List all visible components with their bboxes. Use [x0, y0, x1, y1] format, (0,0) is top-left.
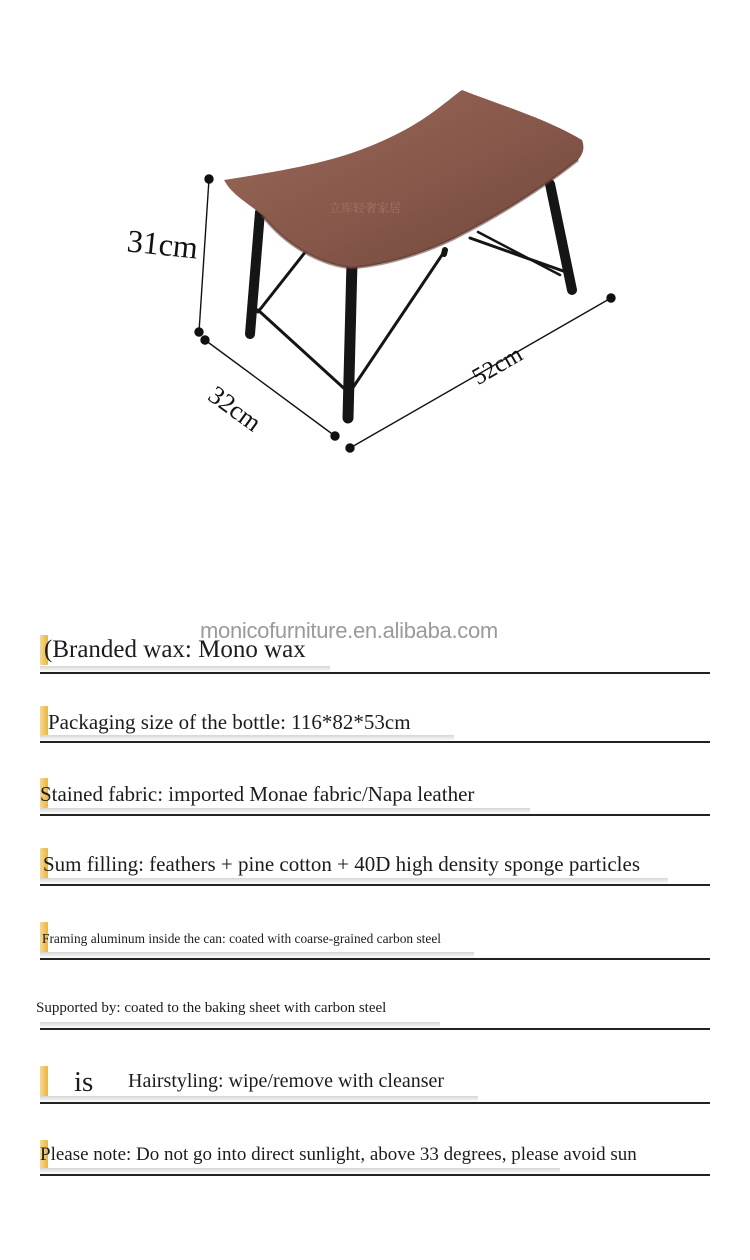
spec-row-support — [38, 990, 710, 1030]
highlight-marker — [40, 1066, 48, 1100]
spec-row-note — [38, 1136, 710, 1176]
depth-dimension-label: 32cm — [202, 380, 267, 438]
spec-fabric: Stained fabric: imported Monae fabric/Napa leather — [40, 782, 475, 806]
height-dim-line — [199, 179, 209, 332]
brace-5 — [478, 232, 560, 275]
spec-row-packaging — [38, 702, 710, 743]
height-dim-end-top — [205, 175, 213, 183]
spec-filling: Sum filling: feathers + pine cotton + 40D high density sponge particles — [43, 852, 641, 876]
highlight-marker — [40, 706, 48, 736]
divider — [40, 1102, 710, 1104]
spec-row-brand — [38, 632, 710, 674]
spec-row-filling — [38, 846, 710, 886]
spec-row-frame — [38, 920, 710, 960]
brace-1 — [258, 310, 348, 392]
spec-row-care — [38, 1062, 710, 1104]
seat-watermark: 立库轻奢家居 — [328, 201, 402, 215]
brace-3 — [350, 252, 444, 392]
height-dim-end-bottom — [195, 328, 203, 336]
leg-back-right — [550, 184, 572, 290]
divider — [40, 1174, 710, 1176]
stool-seat — [224, 90, 583, 268]
leg-front — [348, 262, 352, 418]
stool-illustration — [0, 0, 750, 470]
site-watermark: monicofurniture.en.alibaba.com — [200, 618, 498, 643]
spec-packaging-size: Packaging size of the bottle: 116*82*53cm — [48, 710, 411, 734]
spec-frame: Framing aluminum inside the can: coated with coarse-grained carbon steel — [42, 931, 441, 946]
spec-note: Please note: Do not go into direct sunlight, above 33 degrees, please avoid sun — [40, 1144, 637, 1165]
divider — [40, 884, 710, 886]
leg-back-left — [250, 212, 260, 334]
spec-support: Supported by: coated to the baking sheet with carbon steel — [36, 1000, 387, 1016]
divider — [40, 1028, 710, 1030]
depth-dim-end-left — [201, 336, 209, 344]
spec-care: Hairstyling: wipe/remove with cleanser — [128, 1070, 445, 1092]
brace-4 — [470, 238, 566, 272]
divider — [40, 814, 710, 816]
spec-brand: (Branded wax: Mono wax — [44, 636, 306, 663]
depth-dim-end-right — [331, 432, 339, 440]
divider — [40, 741, 710, 743]
spec-care-prefix: is — [74, 1066, 94, 1098]
brace-2 — [258, 246, 310, 312]
spec-row-fabric — [38, 776, 710, 816]
width-dimension-label: 52cm — [468, 341, 528, 391]
width-dim-end-right — [607, 294, 615, 302]
divider — [40, 958, 710, 960]
height-dimension-label: 31cm — [125, 222, 200, 266]
width-dim-end-left — [346, 444, 354, 452]
divider — [40, 672, 710, 674]
